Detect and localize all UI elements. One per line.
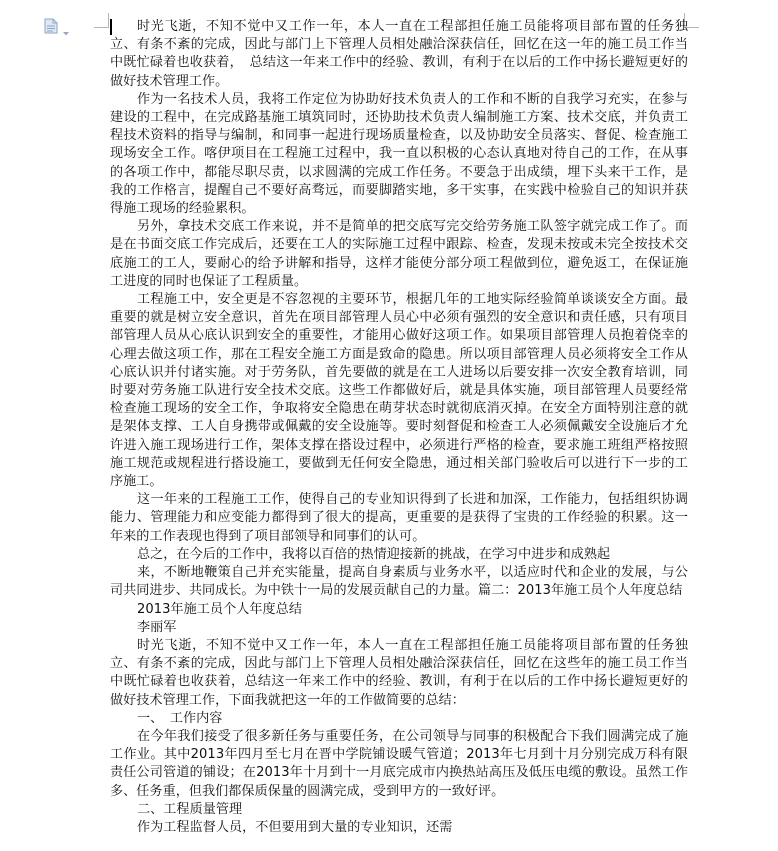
document-icon[interactable] (44, 18, 58, 34)
margin-corner-mark-left (94, 13, 109, 28)
paragraph: 这一年来的工程施工工作，使得自己的专业知识得到了长进和加深，工作能力，包括组织协调能力、管理能力和应变能力都得到了很大的提高，更重要的是获得了宝贵的工作经验的积累。这一年来的工作表现也得到了项目部领导和同事们的认可。 (110, 492, 688, 544)
document-body[interactable] (110, 18, 688, 837)
paragraph: 时光飞逝，不知不觉中又工作一年，本人一直在工程部担任施工员能将项目部布置的任务独立、有条不紊的完成，因此与部门上下管理人员相处融洽深获信任，回忆在这一年的施工员工作当中既忙碌着也收获着， 总结这一年来工作中的经验、教训，有利于在以后的工作中扬长避短更好的做好技术管理工作。 (110, 19, 688, 89)
paragraph: 2013年施工员个人年度总结 (137, 601, 302, 617)
paragraph: 作为工程监督人员，不但要用到大量的专业知识，还需 (137, 819, 453, 835)
paragraph: 在今年我们接受了很多新任务与重要任务，在公司领导与同事的积极配合下我们圆满完成了施工作业。其中2013年四月至七月在晋中学院铺设暖气管道；2013年七月到十月分别完成万科有限责任公司管道的铺设；在2013年十月到十一月底完成市内换热站高压及低压电缆的敷设。虽然工作多、任务重，但我们都保质保量的圆满完成，受到甲方的一致好评。 (110, 728, 688, 799)
paragraph: 一、 工作内容 (137, 710, 223, 726)
paragraph: 另外，拿技术交底工作来说，并不是简单的把交底写完交给劳务施工队签字就完成工作了。而是在书面交底工作完成后，还要在工人的实际施工过程中跟踪、检查，发现未按或未完全按技术交底施工的工人，要耐心的给予讲解和指导，这样才能使分部分项工程做到位，避免返工，在保证施工进度的同时也保证了工程质量。 (110, 219, 688, 289)
paragraph: 总之，在今后的工作中，我将以百倍的热情迎接新的挑战，在学习中进步和成熟起 (137, 546, 611, 562)
paragraph: 来，不断地鞭策自己并充实能量，提高自身素质与业务水平，以适应时代和企业的发展，与公司共同进步、共同成长。为中铁十一局的发展贡献自己的力量。篇二：2013年施工员个人年度总结 (110, 565, 688, 599)
paragraph: 工程施工中，安全更是不容忽视的主要环节，根据几年的工地实际经验简单谈谈安全方面。最重要的就是树立安全意识，首先在项目部管理人员心中必须有强烈的安全意识和责任感，只有项目部管理人员从心底认识到安全的重要性，才能用心做好这项工作。如果项目部管理人员抱着侥幸的心理去做这项工作，那在工程安全施工方面是致命的隐患。所以项目部管理人员必须将安全工作从心底认识并付诸实施。对于劳务队，首先要做的就是在工人进场以后要安排一次安全教育培训，同时要对劳务施工队进行安全技术交底。这些工作都做好后，就是具体实施，项目部管理人员要经常检查施工现场的安全工作，争取将安全隐患在萌芽状态时就彻底消灭掉。在安全方面特别注意的就是架体支撑、工人自身携带或佩戴的安全设施等。要时刻督促和检查工人必须佩戴安全设施后才允许进入施工现场进行工作，架体支撑在搭设过程中，必须进行严格的检查，要求施工班组严格按照施工规范或规程进行搭设施工，要做到无任何安全隐患，通过相关部门验收后可以进行下一步的工序施工。 (110, 292, 688, 490)
chevron-down-icon[interactable] (62, 22, 70, 28)
paragraph: 李丽军 (137, 619, 177, 635)
paragraph: 作为一名技术人员，我将工作定位为协助好技术负责人的工作和不断的自我学习充实，在参与建设的工程中，在完成路基施工填筑同时，还协助技术负责人编制施工方案、技术交底，并负责工程技术资料的指导与编制，和同事一起进行现场质量检查，以及协助安全员落实、督促、检查施工现场安全工作。喀伊项目在工程施工过程中，我一直以积极的心态认真地对待自己的工作，在从事的各项工作中，都能尽职尽责，以求圆满的完成工作任务。不要急于出成绩，埋下头来干工作，是我的工作格言，提醒自己不要好高骛远，而要脚踏实地，多干实事，在实践中检验自己的知识并获得施工现场的经验累积。 (110, 91, 688, 217)
paragraph: 时光飞逝，不知不觉中又工作一年，本人一直在工程部担任施工员能将项目部布置的任务独立、有条不紊的完成，因此与部门上下管理人员相处融洽深获信任，回忆在这些年的施工员工作当中既忙碌着也收获着，总结这一年来工作中的经验、教训，有利于在以后的工作中扬长避短更好的做好技术管理工作，下面我就把这一年的工作做简要的总结： (110, 637, 688, 708)
paragraph: 二、工程质量管理 (137, 801, 243, 817)
